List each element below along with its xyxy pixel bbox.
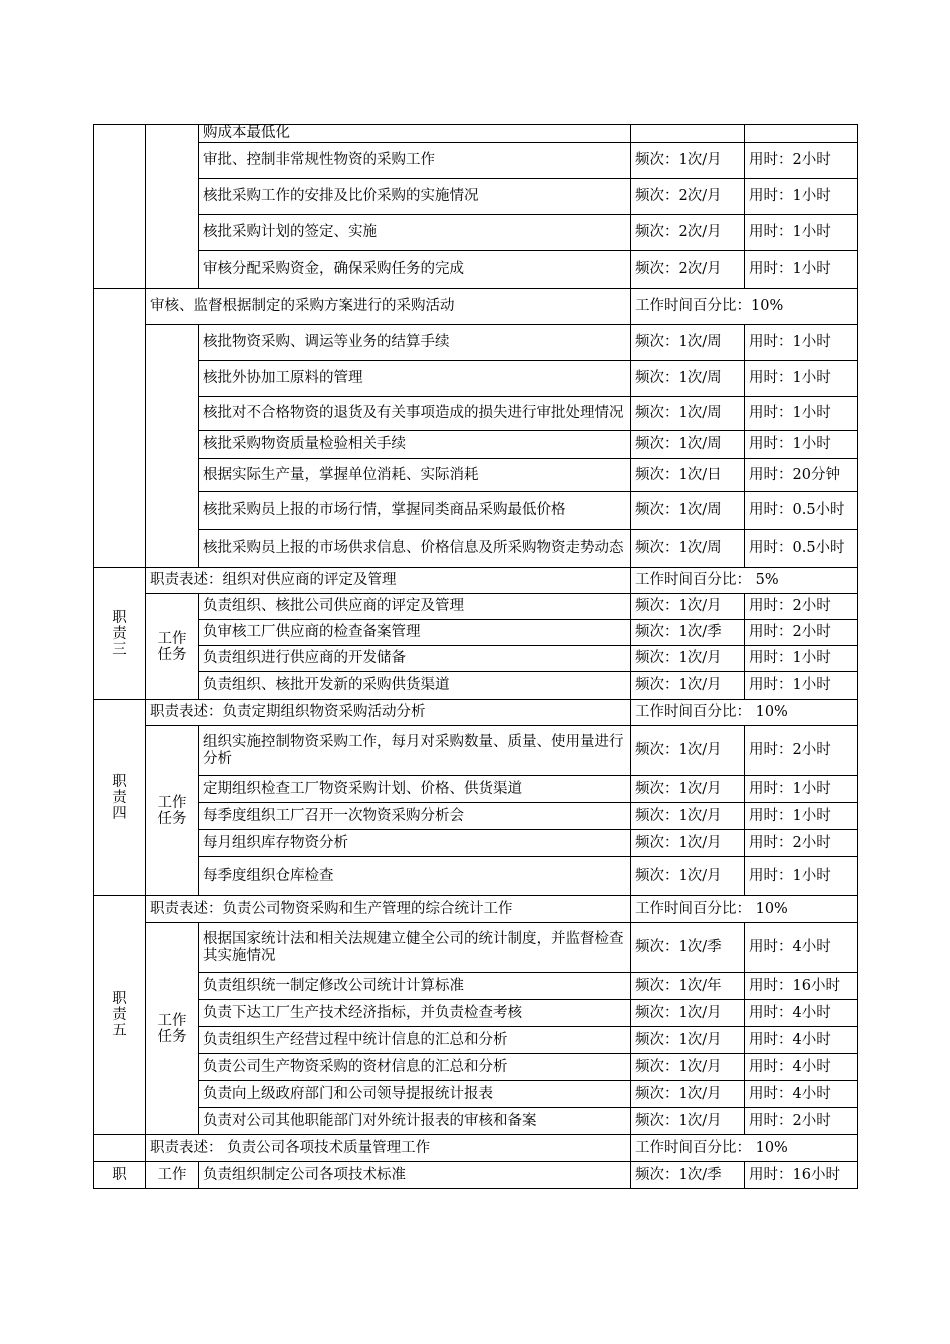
task-duration: 用时：1小时 xyxy=(745,431,858,459)
task-frequency: 频次：1次/月 xyxy=(631,594,745,620)
work-time-percentage: 工作时间百分比： 10% xyxy=(631,896,858,923)
task-row xyxy=(94,125,858,143)
task-frequency xyxy=(631,125,745,143)
task-row xyxy=(94,1162,858,1189)
work-task-text: 工作任务 xyxy=(157,794,187,827)
work-task-label xyxy=(146,1162,199,1189)
task-duration: 用时：0.5小时 xyxy=(745,492,858,530)
work-task-text: 工作 xyxy=(157,1167,187,1183)
task-item: 定期组织检查工厂物资采购计划、价格、供货渠道 xyxy=(199,776,631,803)
task-frequency: 频次：1次/月 xyxy=(631,1108,745,1135)
task-duration: 用时：16小时 xyxy=(745,973,858,1000)
task-row xyxy=(94,803,858,830)
task-duration: 用时：1小时 xyxy=(745,803,858,830)
task-item: 负责组织生产经营过程中统计信息的汇总和分析 xyxy=(199,1027,631,1054)
task-item: 核批采购计划的签定、实施 xyxy=(199,215,631,251)
task-row xyxy=(94,179,858,215)
duty-table xyxy=(93,124,858,1189)
duty-description-row xyxy=(94,568,858,594)
task-duration: 用时：2小时 xyxy=(745,594,858,620)
work-time-percentage: 工作时间百分比： 10% xyxy=(631,700,858,726)
task-duration: 用时：2小时 xyxy=(745,726,858,776)
task-row xyxy=(94,726,858,776)
task-duration: 用时：0.5小时 xyxy=(745,530,858,568)
task-item: 每月组织库存物资分析 xyxy=(199,830,631,857)
task-row xyxy=(94,397,858,431)
task-item: 核批采购物资质量检验相关手续 xyxy=(199,431,631,459)
duty-description: 职责表述： 负责公司各项技术质量管理工作 xyxy=(146,1135,631,1162)
task-row xyxy=(94,672,858,700)
task-item: 核批外协加工原料的管理 xyxy=(199,361,631,397)
task-item: 核批采购工作的安排及比价采购的实施情况 xyxy=(199,179,631,215)
task-row xyxy=(94,361,858,397)
task-item: 审批、控制非常规性物资的采购工作 xyxy=(199,143,631,179)
task-frequency: 频次：1次/月 xyxy=(631,672,745,700)
task-duration: 用时：4小时 xyxy=(745,1054,858,1081)
duty-section-text: 职责四 xyxy=(112,773,127,822)
task-row xyxy=(94,530,858,568)
task-frequency: 频次：1次/月 xyxy=(631,1054,745,1081)
duty-section-text: 职责三 xyxy=(112,609,127,658)
work-task-label xyxy=(146,125,199,289)
task-frequency: 频次：1次/年 xyxy=(631,973,745,1000)
task-duration: 用时：1小时 xyxy=(745,857,858,896)
job-responsibility-table xyxy=(93,124,857,1189)
duty-section-text: 职 xyxy=(112,1167,127,1183)
work-time-percentage: 工作时间百分比：10% xyxy=(631,289,858,325)
task-duration: 用时：4小时 xyxy=(745,1000,858,1027)
task-item: 负责下达工厂生产技术经济指标，并负责检查考核 xyxy=(199,1000,631,1027)
task-frequency: 频次：1次/周 xyxy=(631,361,745,397)
task-duration: 用时：1小时 xyxy=(745,215,858,251)
task-item: 核批物资采购、调运等业务的结算手续 xyxy=(199,325,631,361)
task-item: 购成本最低化 xyxy=(199,125,631,143)
task-item: 负责组织统一制定修改公司统计计算标准 xyxy=(199,973,631,1000)
task-frequency: 频次：1次/月 xyxy=(631,646,745,672)
task-frequency: 频次：2次/月 xyxy=(631,179,745,215)
task-item: 每季度组织仓库检查 xyxy=(199,857,631,896)
task-row xyxy=(94,646,858,672)
task-item: 负责组织、核批开发新的采购供货渠道 xyxy=(199,672,631,700)
work-time-percentage: 工作时间百分比： 10% xyxy=(631,1135,858,1162)
duty-description-row xyxy=(94,289,858,325)
task-duration: 用时：4小时 xyxy=(745,1027,858,1054)
task-duration: 用时：1小时 xyxy=(745,325,858,361)
task-duration: 用时：1小时 xyxy=(745,179,858,215)
task-frequency: 频次：2次/月 xyxy=(631,215,745,251)
work-task-label xyxy=(146,923,199,1135)
task-frequency: 频次：1次/月 xyxy=(631,726,745,776)
task-duration: 用时：1小时 xyxy=(745,397,858,431)
task-item: 负责公司生产物资采购的资材信息的汇总和分析 xyxy=(199,1054,631,1081)
task-row xyxy=(94,1054,858,1081)
task-duration: 用时：1小时 xyxy=(745,361,858,397)
task-item: 核批对不合格物资的退货及有关事项造成的损失进行审批处理情况 xyxy=(199,397,631,431)
task-frequency: 频次：1次/周 xyxy=(631,530,745,568)
task-row xyxy=(94,215,858,251)
duty-section-label xyxy=(94,700,146,896)
task-duration: 用时：4小时 xyxy=(745,1081,858,1108)
task-row xyxy=(94,492,858,530)
duty-description-row xyxy=(94,896,858,923)
duty-section-label xyxy=(94,125,146,289)
task-row xyxy=(94,594,858,620)
duty-section-label xyxy=(94,568,146,700)
task-row xyxy=(94,431,858,459)
task-frequency: 频次：1次/月 xyxy=(631,1081,745,1108)
duty-section-label xyxy=(94,1135,146,1162)
task-row xyxy=(94,923,858,973)
task-item: 负审核工厂供应商的检查备案管理 xyxy=(199,620,631,646)
task-duration: 用时：1小时 xyxy=(745,646,858,672)
task-duration: 用时：1小时 xyxy=(745,672,858,700)
duty-section-text: 职责五 xyxy=(112,991,127,1039)
duty-description: 职责表述：负责定期组织物资采购活动分析 xyxy=(146,700,631,726)
task-row xyxy=(94,776,858,803)
task-frequency: 频次：1次/月 xyxy=(631,1000,745,1027)
work-time-percentage: 工作时间百分比： 5% xyxy=(631,568,858,594)
task-frequency: 频次：1次/周 xyxy=(631,325,745,361)
duty-description: 职责表述：组织对供应商的评定及管理 xyxy=(146,568,631,594)
task-frequency: 频次：1次/周 xyxy=(631,397,745,431)
task-item: 负责向上级政府部门和公司领导提报统计报表 xyxy=(199,1081,631,1108)
task-item: 负责对公司其他职能部门对外统计报表的审核和备案 xyxy=(199,1108,631,1135)
task-row xyxy=(94,251,858,289)
task-item: 每季度组织工厂召开一次物资采购分析会 xyxy=(199,803,631,830)
work-task-label xyxy=(146,726,199,896)
task-row xyxy=(94,1108,858,1135)
work-task-text: 工作任务 xyxy=(157,630,187,663)
task-row xyxy=(94,620,858,646)
task-duration xyxy=(745,125,858,143)
task-duration: 用时：16小时 xyxy=(745,1162,858,1189)
task-frequency: 频次：1次/季 xyxy=(631,923,745,973)
task-frequency: 频次：1次/季 xyxy=(631,1162,745,1189)
task-row xyxy=(94,857,858,896)
task-row xyxy=(94,1000,858,1027)
task-duration: 用时：2小时 xyxy=(745,143,858,179)
task-row xyxy=(94,143,858,179)
duty-description: 审核、监督根据制定的采购方案进行的采购活动 xyxy=(146,289,631,325)
work-task-label xyxy=(146,594,199,700)
task-row xyxy=(94,1081,858,1108)
task-frequency: 频次：1次/日 xyxy=(631,459,745,492)
task-row xyxy=(94,973,858,1000)
task-item: 核批采购员上报的市场供求信息、价格信息及所采购物资走势动态 xyxy=(199,530,631,568)
task-frequency: 频次：1次/季 xyxy=(631,620,745,646)
task-row xyxy=(94,459,858,492)
task-item: 负责组织、核批公司供应商的评定及管理 xyxy=(199,594,631,620)
task-duration: 用时：20分钟 xyxy=(745,459,858,492)
duty-description: 职责表述：负责公司物资采购和生产管理的综合统计工作 xyxy=(146,896,631,923)
task-item: 组织实施控制物资采购工作，每月对采购数量、质量、使用量进行分析 xyxy=(199,726,631,776)
task-frequency: 频次：2次/月 xyxy=(631,251,745,289)
task-item: 负责组织制定公司各项技术标准 xyxy=(199,1162,631,1189)
task-duration: 用时：4小时 xyxy=(745,923,858,973)
duty-table-body xyxy=(94,125,858,1189)
work-task-label xyxy=(146,325,199,568)
duty-section-label xyxy=(94,289,146,568)
task-item: 根据实际生产量，掌握单位消耗、实际消耗 xyxy=(199,459,631,492)
duty-description-row xyxy=(94,700,858,726)
task-frequency: 频次：1次/周 xyxy=(631,431,745,459)
task-frequency: 频次：1次/月 xyxy=(631,803,745,830)
task-duration: 用时：1小时 xyxy=(745,251,858,289)
task-frequency: 频次：1次/月 xyxy=(631,830,745,857)
task-duration: 用时：2小时 xyxy=(745,830,858,857)
task-row xyxy=(94,1027,858,1054)
task-frequency: 频次：1次/月 xyxy=(631,1027,745,1054)
task-duration: 用时：2小时 xyxy=(745,620,858,646)
task-duration: 用时：2小时 xyxy=(745,1108,858,1135)
duty-section-label xyxy=(94,896,146,1135)
task-frequency: 频次：1次/月 xyxy=(631,776,745,803)
task-item: 根据国家统计法和相关法规建立健全公司的统计制度，并监督检查其实施情况 xyxy=(199,923,631,973)
task-item: 负责组织进行供应商的开发储备 xyxy=(199,646,631,672)
duty-section-label xyxy=(94,1162,146,1189)
task-frequency: 频次：1次/月 xyxy=(631,143,745,179)
task-row xyxy=(94,830,858,857)
task-item: 核批采购员上报的市场行情，掌握同类商品采购最低价格 xyxy=(199,492,631,530)
duty-description-row xyxy=(94,1135,858,1162)
work-task-text: 工作任务 xyxy=(157,1012,187,1045)
task-frequency: 频次：1次/月 xyxy=(631,857,745,896)
task-item: 审核分配采购资金，确保采购任务的完成 xyxy=(199,251,631,289)
task-frequency: 频次：1次/周 xyxy=(631,492,745,530)
task-row xyxy=(94,325,858,361)
task-duration: 用时：1小时 xyxy=(745,776,858,803)
